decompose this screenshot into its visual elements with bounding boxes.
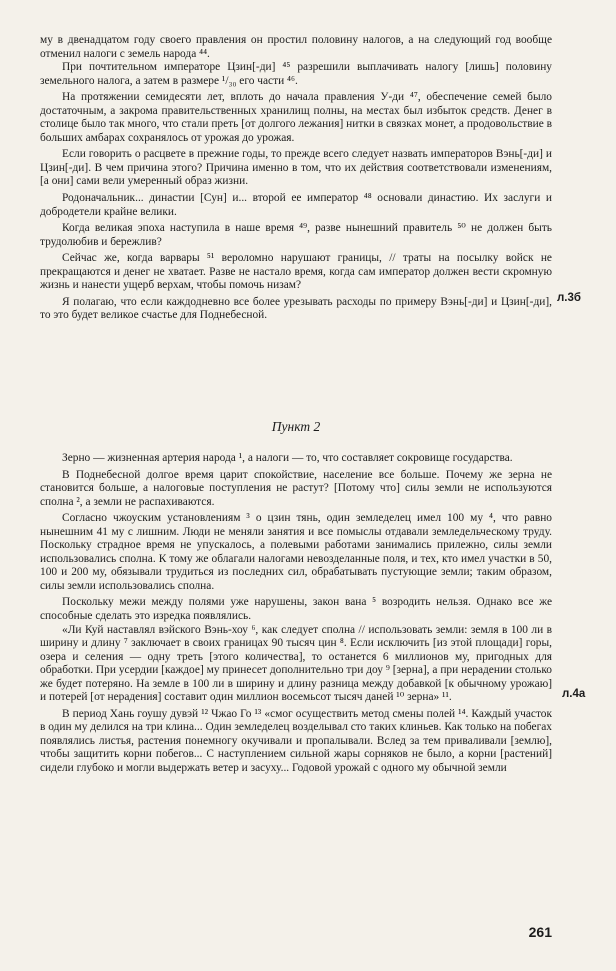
paragraph: «Ли Куй наставлял вэйского Вэнь-хоу ⁶, как следует сполна // использовать земли: земля в 100 ли в ширину и длину ⁷ заключает в своих границах 90 тысяч цин ⁸. Если исключить [из этой площади] горы, озера и селения — одну треть [этого количества], то останется 6 миллионов му, пригодных для обработки. При усердии [каждое] му принесет дополнительно три доу ⁹ [зерна], а при нерадении столько же будет потеряно. На земле в 100 ли в ширину и длину разница между добавкой [к обычному урожаю] и потерей [от нерадения] составит один миллион восемьсот тысяч даней ¹⁰ зерна» ¹¹.	[40, 623, 552, 704]
paragraph: Поскольку межи между полями уже нарушены, закон вана ⁵ возродить нельзя. Однако все же способные сделать это изредка появлялись.	[40, 596, 552, 623]
paragraph: Если говорить о расцвете в прежние годы, то прежде всего следует назвать императоров Вэнь[-ди] и Цзин[-ди]. В чем причина этого? Причина именно в том, что их действия соответствовали изменениям, [а они] сами вели умеренный образ жизни.	[40, 148, 552, 188]
paragraph: му в двенадцатом году своего правления он простил половину налогов, а на следующий год вообще отменил налоги с земель народа ⁴⁴.	[40, 34, 552, 60]
paragraph: Сейчас же, когда варвары ⁵¹ вероломно нарушают границы, // траты на посылку войск не прекращаются и денег не хватает. Разве не настало время, когда сам император должен вести скромную жизнь и нанести ущерб верхам, чтобы помочь низам?	[40, 252, 552, 292]
paragraph: Я полагаю, что если каждодневно все более урезывать расходы по примеру Вэнь[-ди] и Цзин[-ди], то это будет великое счастье для Поднебесной.	[40, 295, 552, 322]
section-heading-block	[40, 420, 552, 434]
paragraph: Зерно — жизненная артерия народа ¹, а налоги — то, что составляет сокровище государства.	[62, 452, 513, 464]
margin-folio-note: л.3б	[557, 292, 581, 304]
paragraph: Согласно чжоуским установлениям ³ о цзин тянь, один земледелец имел 100 му ⁴, что равно нынешним 41 му с лишним. Люди не меняли занятия и все помыслы отдавали земледельческому труду. Поскольку страдное время не упускалось, а полевыми работами занимались прилежно, силы земли использовались сполна. К тому же облагали налогами невозделанные поля, и тех, кто имел участки в 50, 100 и 200 му, обязывали трудиться из последних сил, обрабатывать пустующие земли; таким образом, силы земли использовались сполна.	[40, 512, 552, 592]
paragraph: Когда великая эпоха наступила в наше время ⁴⁹, разве нынешний правитель ⁵⁰ не должен быть трудолюбив и бережлив?	[40, 222, 552, 248]
section-heading: Пункт 2	[271, 419, 321, 434]
margin-folio-note: л.4а	[562, 688, 586, 700]
paragraph: В Поднебесной долгое время царит спокойствие, население все больше. Почему же зерна не становится больше, а налоговые поступления не растут? [Потому что] силы земли не используются сполна ², а земли не распахиваются.	[40, 468, 552, 508]
text-block-top	[40, 34, 552, 323]
page-number: 261	[528, 924, 552, 940]
paragraph: При почтительном императоре Цзин[-ди] ⁴⁵ разрешили выплачивать налогу [лишь] половину земельного налога, а затем в размере ¹/₃₀ его части ⁴⁶.	[40, 61, 552, 87]
text-block-bottom	[40, 452, 552, 776]
paragraph: В период Хань гоушу дувэй ¹² Чжао Го ¹³ «смог осуществить метод смены полей ¹⁴. Каждый участок в один му делился на три клина... Один земледелец возделывал сто таких клиньев. Как только на побегах появлялись листья, растения понемногу окучивали и пропалывали. Вслед за тем приваливали [землю], чтобы защитить корни побегов... С наступлением сильной жары сорняков не было, а корни [растений] сидели глубоко и могли выдержать ветер и засуху... Годовой урожай с одного му обычной земли	[40, 707, 552, 775]
paragraph: Родоначальник... династии [Сун] и... второй ее император ⁴⁸ основали династию. Их заслуги и добродетели крайне велики.	[40, 192, 552, 218]
paragraph: На протяжении семидесяти лет, вплоть до начала правления У-ди ⁴⁷, обеспечение семей было достаточным, а закрома правительственных хранилищ полны, на местах был избыток средств. Денег в столице было так много, что стали преть [от долгого лежания] нитки в связках монет, а продовольствие в больших амбарах сохранялось от урожая до урожая.	[40, 91, 552, 144]
